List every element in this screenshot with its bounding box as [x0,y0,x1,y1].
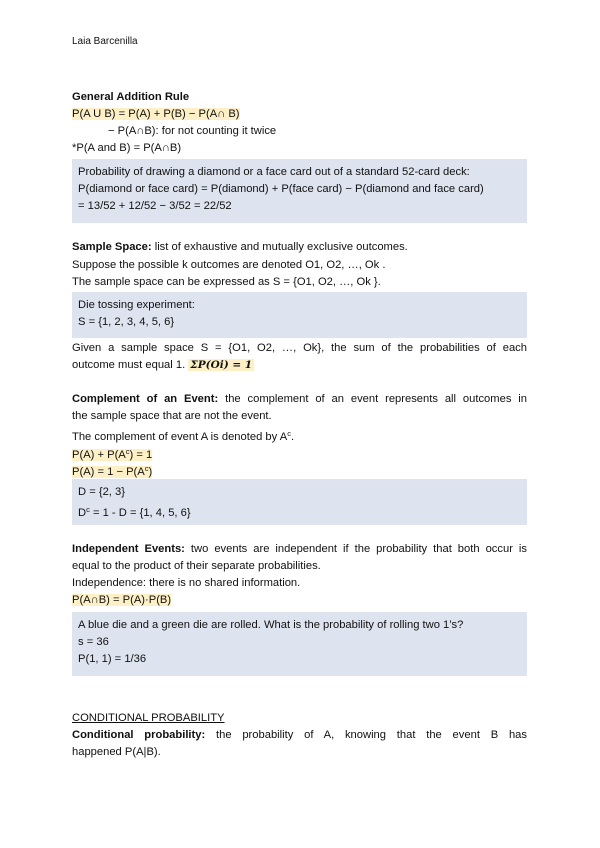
independent-term: Independent Events: [72,543,185,555]
sample-space-example-box [72,292,527,338]
general-addition-note: − P(A∩B): for not counting it twice [108,125,277,137]
independent-line: Independence: there is no shared information. [72,577,301,589]
conditional-definition: Conditional probability: the probability of A, knowing that the event B has [72,729,527,741]
complement-formula-line [72,460,527,481]
complement-line: the sample space that are not the event. [72,410,272,422]
example-line: P(1, 1) = 1/36 [78,653,147,665]
example-line: S = {1, 2, 3, 4, 5, 6} [78,316,175,328]
complement-line: The complement of event A is denoted by $A^c$. [72,429,295,443]
independent-example-box [72,612,527,676]
conditional-heading: CONDITIONAL PROBABILITY [72,712,225,724]
conditional-term: Conditional probability: [72,729,206,741]
example-line: D = {2, 3} [78,486,125,498]
example-line: = 13/52 + 12/52 − 3/52 = 22/52 [78,200,232,212]
complement-example-box [72,479,527,525]
general-addition-title: General Addition Rule [72,91,190,103]
complement-term: Complement of an Event: [72,393,219,405]
example-line: Die tossing experiment: [78,299,195,311]
author-header: Laia Barcenilla [72,36,138,47]
independent-line: equal to the product of their separate probabilities. [72,560,321,572]
conditional-line: happened P(A|B). [72,746,161,758]
complement-definition: Complement of an Event: the complement of an event represents all outcomes in [72,393,527,405]
independent-formula-line [72,592,527,609]
example-line: $D^c = 1 - D = \{1$, 4, 5, 6} [78,505,191,519]
sample-space-line: The sample space can be expressed as S = {O1, O2, …, Ok }. [72,276,381,288]
sample-space-sum-line2: outcome must equal 1. ΣP(Oi) = 1 [72,359,253,371]
example-line: P(diamond or face card) = P(diamond) + P(face card) − P(diamond and face card) [78,183,484,195]
complement-formula-1: $P(A) + P(A^c) = 1$ [72,447,153,461]
general-addition-formula-line [72,106,527,123]
sample-space-definition: Sample Space: list of exhaustive and mutually exclusive outcomes. [72,241,408,253]
complement-formula-2: $P(A) = 1 - P(A^c)$ [72,464,153,478]
independent-formula: P(A∩B) = P(A)·P(B) [72,594,172,606]
sample-space-sum-line: Given a sample space S = {O1, O2, …, Ok}, the sum of the probabilities of each [72,342,527,354]
independent-definition: Independent Events: two events are independent if the probability that both occur is [72,543,527,555]
general-addition-and-note: *P(A and B) = P(A∩B) [72,142,182,154]
sum-formula: ΣP(Oi) = 1 [190,359,253,371]
example-line: s = 36 [78,636,109,648]
sample-space-line: Suppose the possible k outcomes are denoted O1, O2, …, Ok . [72,259,386,271]
general-addition-formula: P(A U B) = P(A) + P(B) − P(A∩ B) [72,108,240,120]
general-addition-example-box [72,159,527,223]
sample-space-term: Sample Space: [72,241,152,253]
example-line: Probability of drawing a diamond or a face card out of a standard 52-card deck: [78,166,470,178]
example-line: A blue die and a green die are rolled. What is the probability of rolling two 1’s? [78,619,464,631]
